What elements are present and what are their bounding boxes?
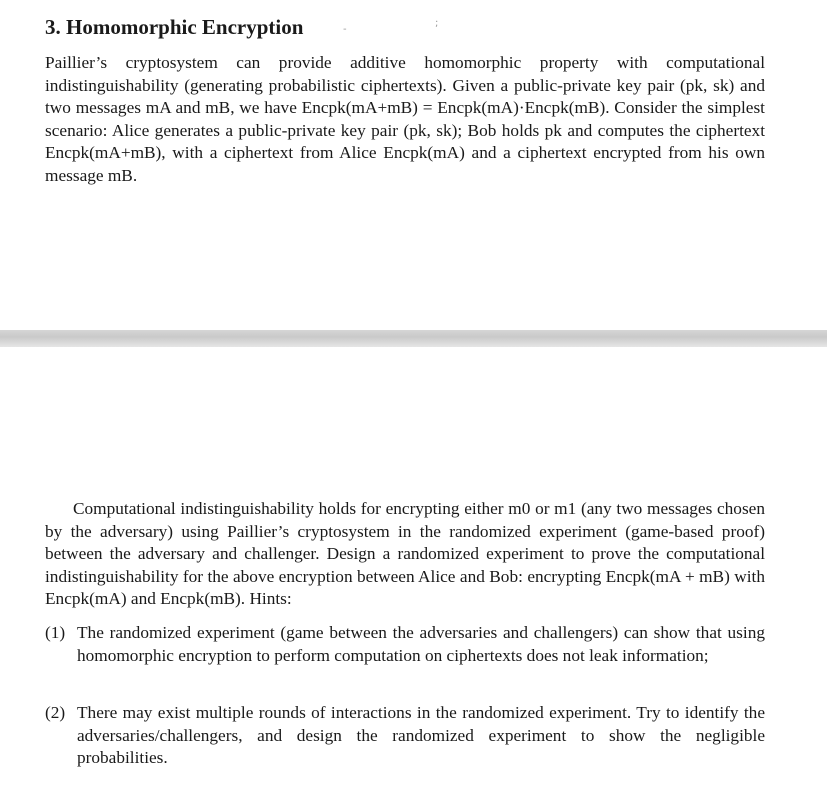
page-separator bbox=[0, 330, 827, 347]
intro-paragraph: Paillier’s cryptosystem can provide additive homomorphic property with computational indistinguishability (generating probabilistic ciphertexts). Given a public-private key pair (pk, sk) and two messages mA and mB, we have Encpk(mA+mB) = Encpk(mA)·Encpk(mB). Consider the simplest scenario: Alice generates a public-private key pair (pk, sk); Bob holds pk and computes the ciphertext Encpk(mA+mB), with a ciphertext from Alice Encpk(mA) and a ciphertext encrypted from his own message mB. bbox=[45, 53, 765, 185]
scan-speck: ; bbox=[435, 18, 439, 29]
hint-text: The randomized experiment (game between the adversaries and challengers) can show that using homomorphic encryption to perform computation on ciphertexts does not leak information; bbox=[77, 623, 765, 665]
scan-speck: - bbox=[343, 24, 347, 35]
hint-text: There may exist multiple rounds of interactions in the randomized experiment. Try to identify the adversaries/challengers, and design the randomized experiment to show the negligible probabilities. bbox=[77, 703, 765, 768]
task-paragraph: Computational indistinguishability holds for encrypting either m0 or m1 (any two messages chosen by the adversary) using Paillier’s cryptosystem in the randomized experiment (game-based proof) between the adversary and challenger. Design a randomized experiment to prove the computational indistinguishability for the above encryption between Alice and Bob: encrypting Encpk(mA + mB) with Encpk(mA) and Encpk(mB). Hints: bbox=[45, 499, 765, 609]
hint-number: (2) bbox=[45, 703, 66, 722]
page-upper bbox=[0, 0, 827, 330]
hint-number: (1) bbox=[45, 623, 66, 642]
section-heading: 3. Homomorphic Encryption bbox=[45, 15, 304, 39]
